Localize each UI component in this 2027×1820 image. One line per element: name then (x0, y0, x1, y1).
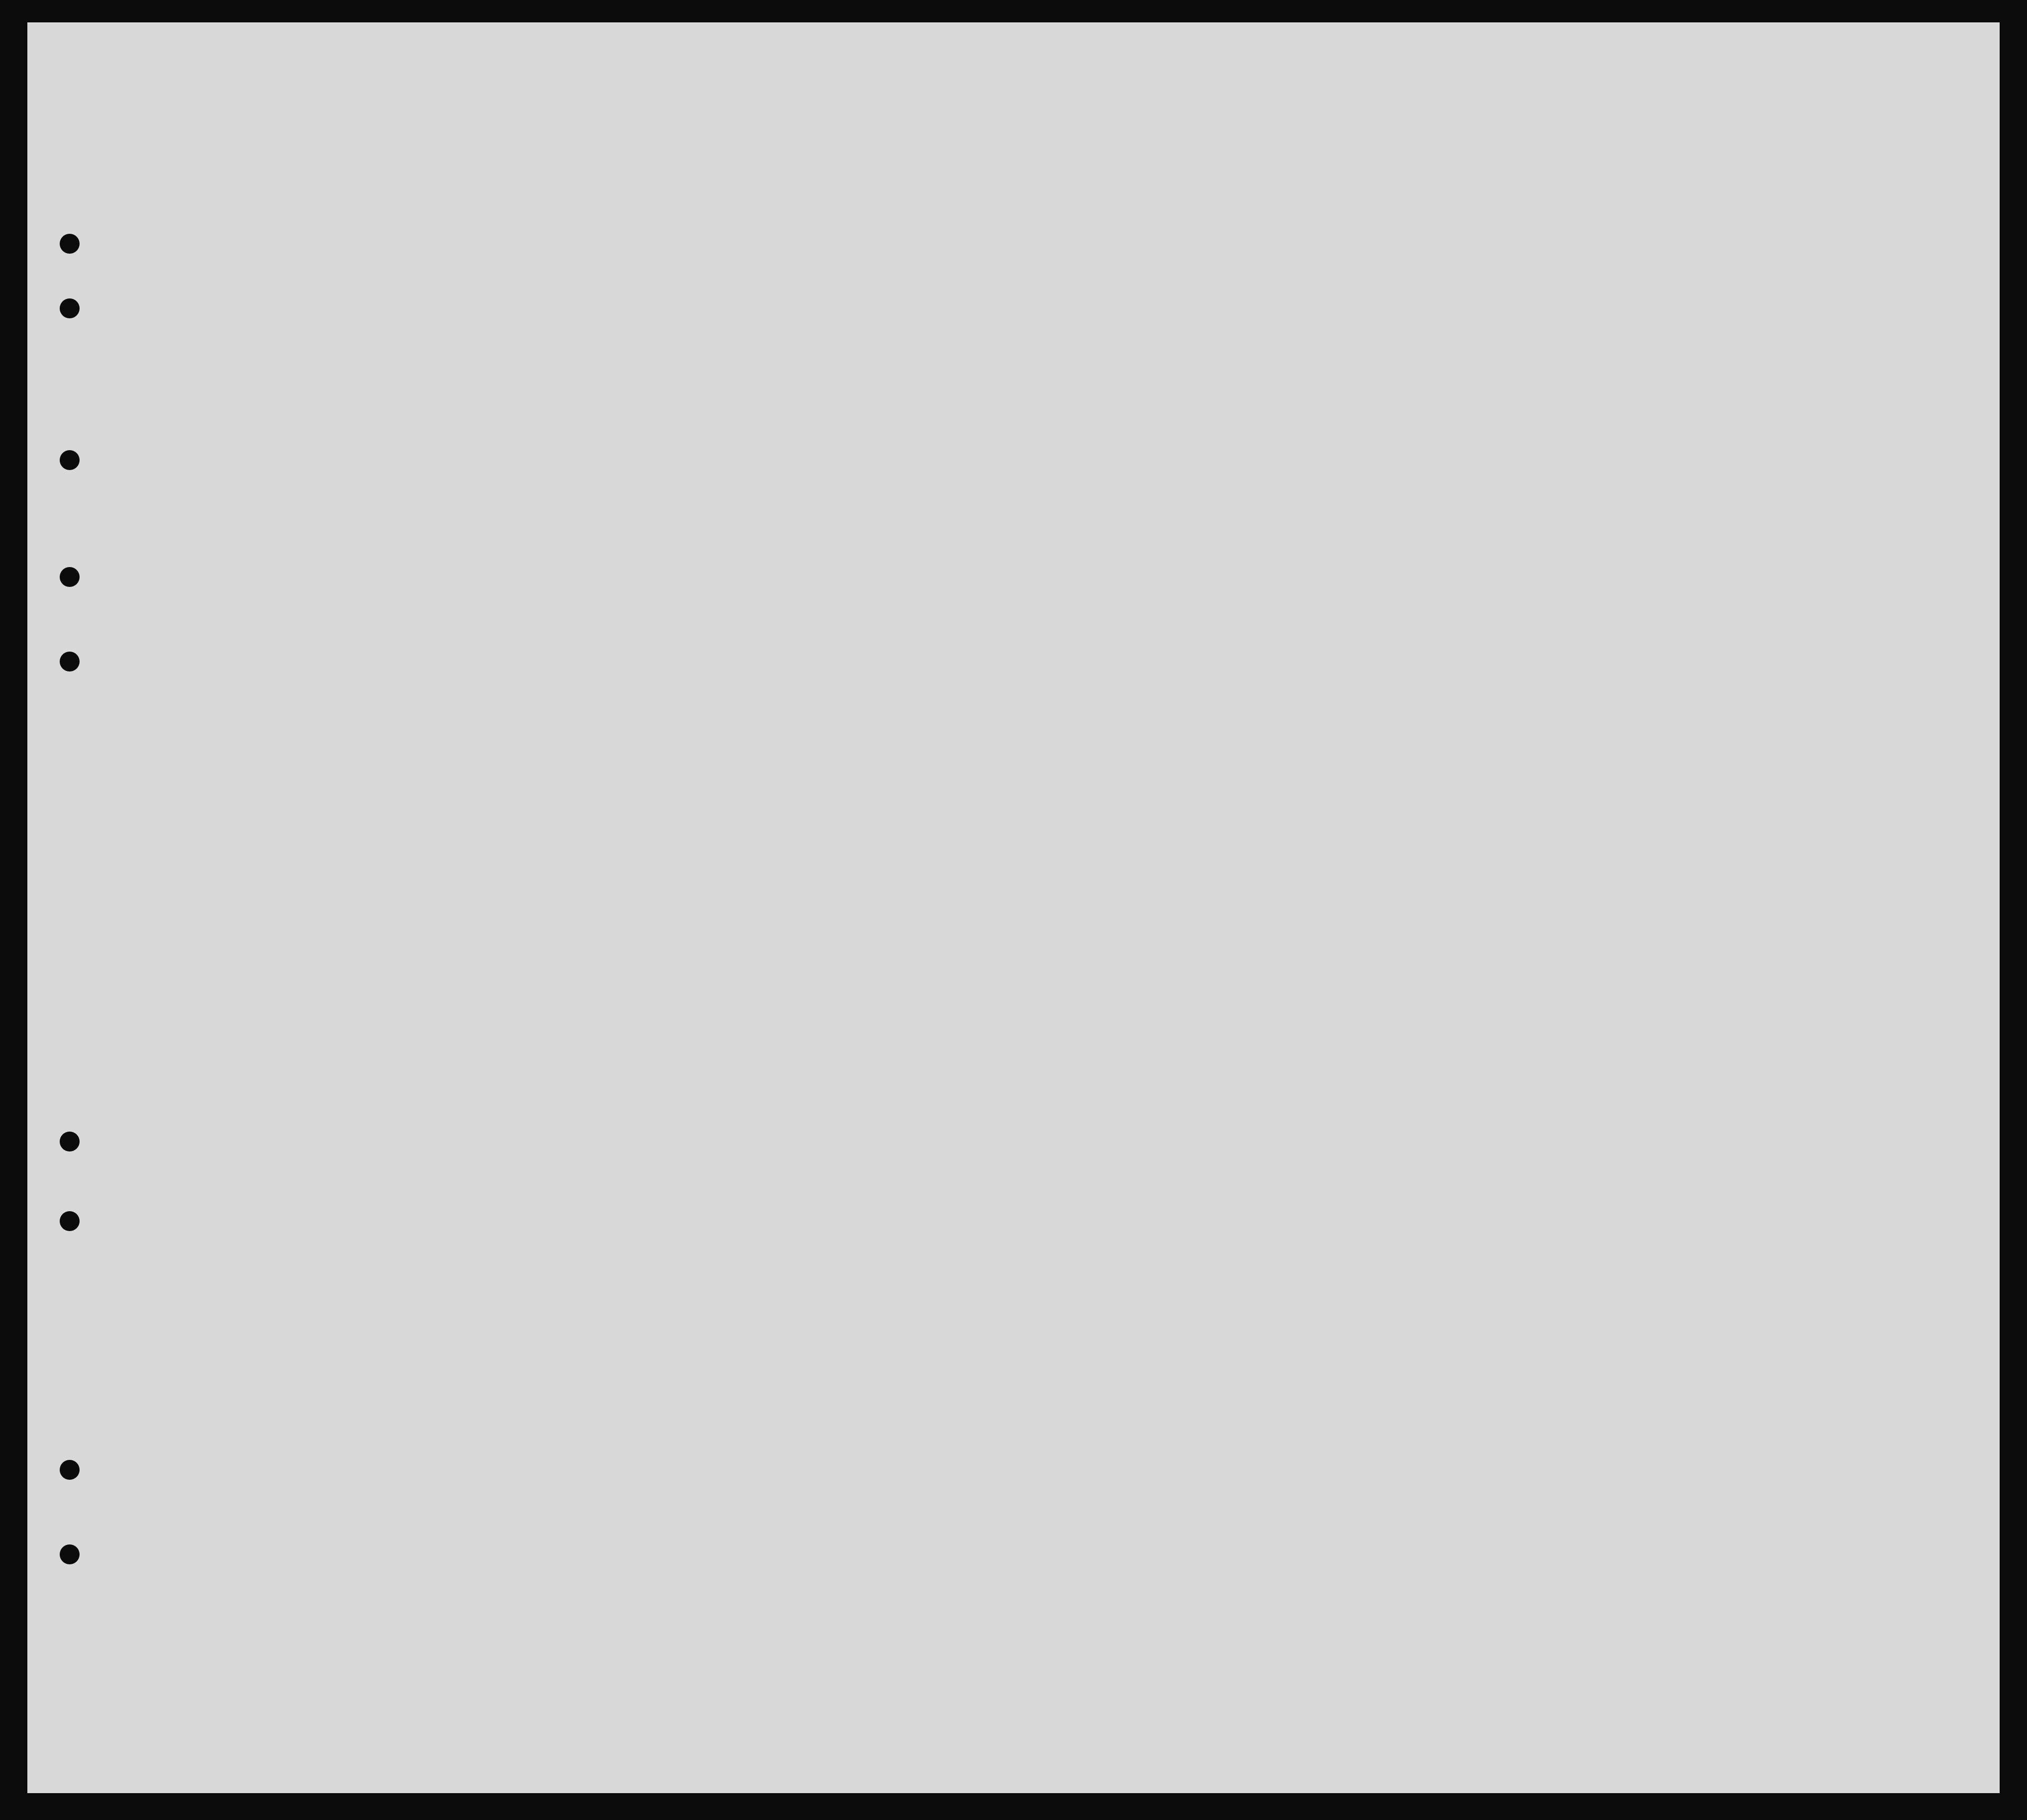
manifest-sheet (27, 22, 2000, 1793)
money-header (724, 301, 744, 435)
binder-hole (60, 298, 80, 318)
binder-hole (60, 1132, 80, 1151)
binder-hole (60, 234, 80, 254)
binder-hole (60, 1211, 80, 1231)
polygamist-header (1322, 308, 1337, 433)
ticket-header (599, 301, 619, 435)
footnote (239, 1686, 1343, 1742)
arrested-header (1502, 308, 1517, 433)
length-of-stay-header (1221, 333, 1239, 433)
binder-hole (60, 450, 80, 470)
anarchist-header (1360, 308, 1375, 433)
overthrow-header (1408, 308, 1452, 433)
binder-hole (60, 1460, 80, 1480)
excluded-header (1465, 308, 1495, 433)
purpose-return-header (1199, 333, 1217, 433)
binder-hole (60, 1544, 80, 1564)
binder-hole (60, 567, 80, 587)
citizen-intent-header (1244, 333, 1261, 433)
prison-header (1281, 308, 1301, 433)
binder-hole (60, 652, 80, 671)
table-ruling (27, 22, 2000, 1793)
